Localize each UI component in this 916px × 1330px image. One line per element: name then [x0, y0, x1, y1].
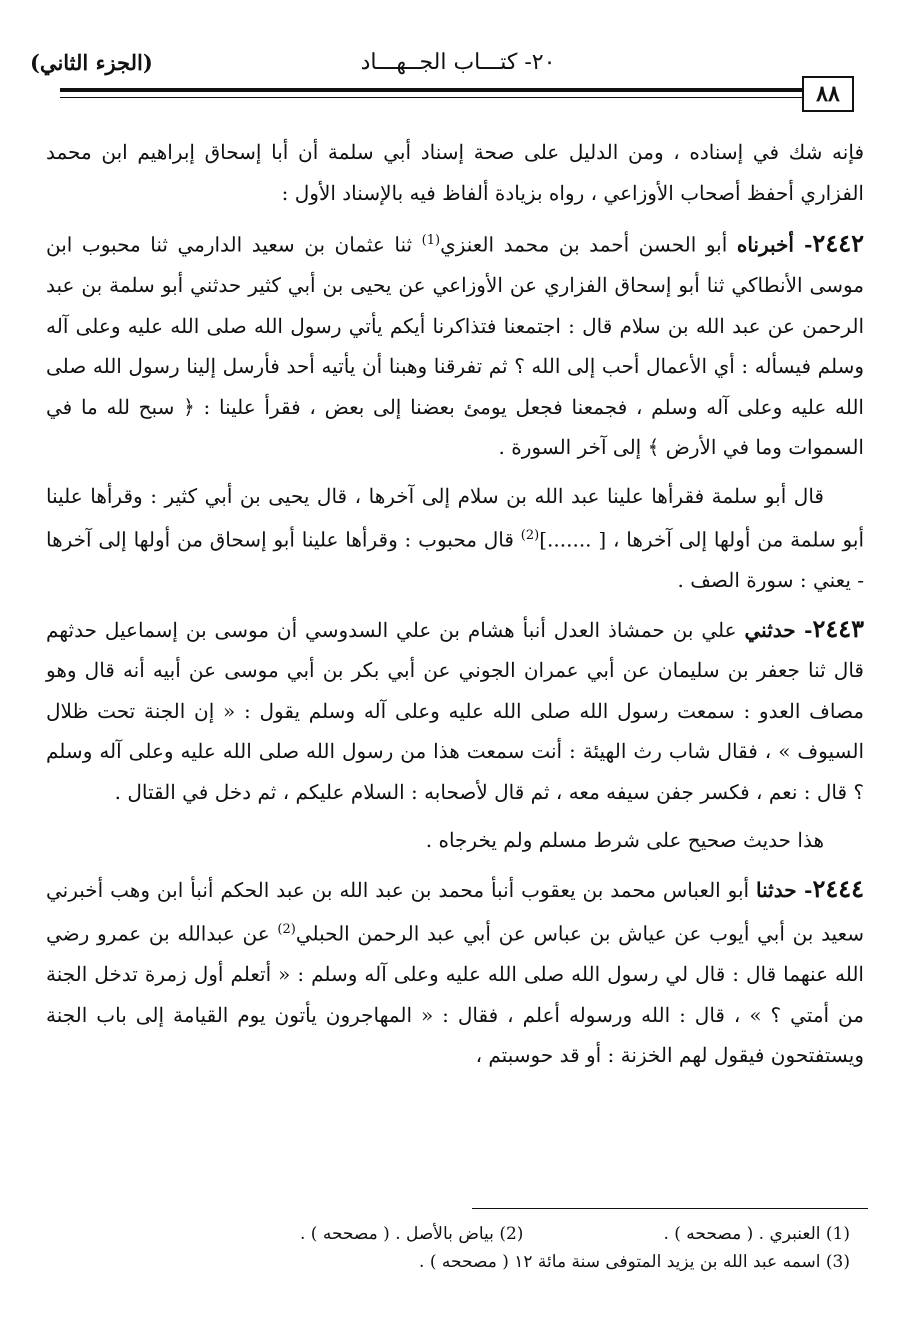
- footnote-row: [300, 1248, 850, 1276]
- header-rule-thick: [60, 88, 804, 92]
- page-number: ٨٨: [802, 76, 854, 112]
- footnotes: [300, 1220, 850, 1276]
- hadith-text: عن عبدالله بن عمرو رضي الله عنهما قال : قال لي رسول الله صلى الله عليه وعلى آله وسلم : « أتعلم أول زمرة تدخل الجنة من أمتي ؟ » ، قال : الله ورسوله أعلم ، فقال : « المهاجرون يأتون يوم القيامة إلى باب الجنة ويستفتحون فيقول لهم الخزنة : أو قد حوسبتم ،: [46, 921, 864, 1068]
- grading-note: [46, 820, 864, 861]
- footnote-ref: (2): [520, 528, 540, 544]
- hadith-2444: [46, 869, 864, 1076]
- hadith-2442: [46, 221, 864, 468]
- paragraph-text: فإنه شك في إسناده ، ومن الدليل على صحة إسناد أبي سلمة أن أبا إسحاق إبراهيم ابن محمد الفزاري أحفظ أصحاب الأوزاعي ، رواه بزيادة ألفاظ فيه بالإسناد الأول :: [46, 140, 864, 205]
- hadith-text: أبو العباس محمد بن يعقوب أنبأ محمد بن عبد الله بن عبد الحكم أنبأ ابن وهب أخبرني سعيد بن أبي أيوب عن عياش بن عباس عن أبي عبد الرحمن الحبلي: [46, 877, 865, 946]
- hadith-number: ٢٤٤٢: [812, 228, 864, 258]
- hadith-2443: [46, 609, 864, 813]
- paragraph-text: قال أبو سلمة فقرأها علينا عبد الله بن سلام إلى آخرها ، قال يحيى بن أبي كثير : وقرأها علينا أبو سلمة من أولها إلى آخرها ، [ .......]: [46, 483, 865, 552]
- hadith-text: أبو الحسن أحمد بن محمد العنزي: [440, 232, 737, 257]
- footnote-row: [300, 1220, 850, 1248]
- footnote-1: (1) العنبري . ( مصححه ) .: [663, 1224, 850, 1244]
- hadith-keyword: - حدثني: [744, 617, 813, 642]
- hadith-number: ٢٤٤٣: [812, 613, 865, 643]
- hadith-text: علي بن حمشاذ العدل أنبأ هشام بن علي السدوسي أن موسى بن إسماعيل حدثهم قال ثنا جعفر بن سليمان عن أبي عمران الجوني عن أبي بكر بن أبي موسى عن أبيه أنه قال وهو مصاف العدو : سمعت رسول الله صلى الله عليه وعلى آله وسلم يقول : « إن الجنة تحت ظلال السيوف » ، فقال شاب رث الهيئة : أنت سمعت هذا من رسول الله صلى الله عليه وعلى آله وسلم ؟ قال : نعم ، فكسر جفن سيفه معه ، ثم قال لأصحابه : السلام عليكم ، ثم دخل في القتال .: [46, 617, 864, 804]
- paragraph-text: قال محبوب : وقرأها علينا أبو إسحاق من أولها إلى آخرها - يعني : سورة الصف .: [46, 527, 864, 593]
- hadith-number: ٢٤٤٤: [812, 873, 864, 903]
- book-title: ٢٠- كتـــاب الجــهـــاد: [360, 50, 556, 75]
- footnote-ref: (1): [421, 233, 441, 248]
- hadith-text: ثنا عثمان بن سعيد الدارمي ثنا محبوب ابن موسى الأنطاكي ثنا أبو إسحاق الفزاري عن الأوزاعي عن يحيى بن أبي كثير حدثني أبو سلمة بن عبد الرحمن عن عبد الله بن سلام قال : اجتمعنا فتذاكرنا أيكم يأتي رسول الله صلى الله عليه وعلى آله وسلم فيسأله : أي الأعمال أحب إلى الله ؟ ثم تفرقنا وهبنا أن يأتيه أحد فأرسل إلينا رسول الله صلى الله عليه وعلى آله وسلم ، فجمعنا فجعل يومئ بعضنا إلى بعض ، فقرأ علينا : ﴿ سبح لله ما في السموات وما في الأرض ﴾ إلى آخر السورة .: [46, 232, 864, 460]
- volume-label: (الجزء الثاني): [30, 50, 153, 75]
- running-header: [30, 48, 886, 84]
- hadith-keyword: - حدثنا: [756, 877, 813, 902]
- paragraph-abu-salama: [46, 476, 864, 601]
- main-text: [46, 132, 864, 1084]
- header-rule-thin: [60, 97, 804, 98]
- footnote-ref: (2): [277, 922, 296, 938]
- hadith-keyword: - أخبرناه: [736, 232, 813, 257]
- footnote-3: (3) اسمه عبد الله بن يزيد المتوفى سنة مائة ١٢ ( مصححه ) .: [419, 1252, 850, 1272]
- paragraph-intro: [46, 132, 864, 213]
- paragraph-text: هذا حديث صحيح على شرط مسلم ولم يخرجاه .: [425, 828, 824, 853]
- footnote-rule: [472, 1208, 868, 1209]
- footnote-2: (2) بياض بالأصل . ( مصححه ) .: [300, 1224, 524, 1244]
